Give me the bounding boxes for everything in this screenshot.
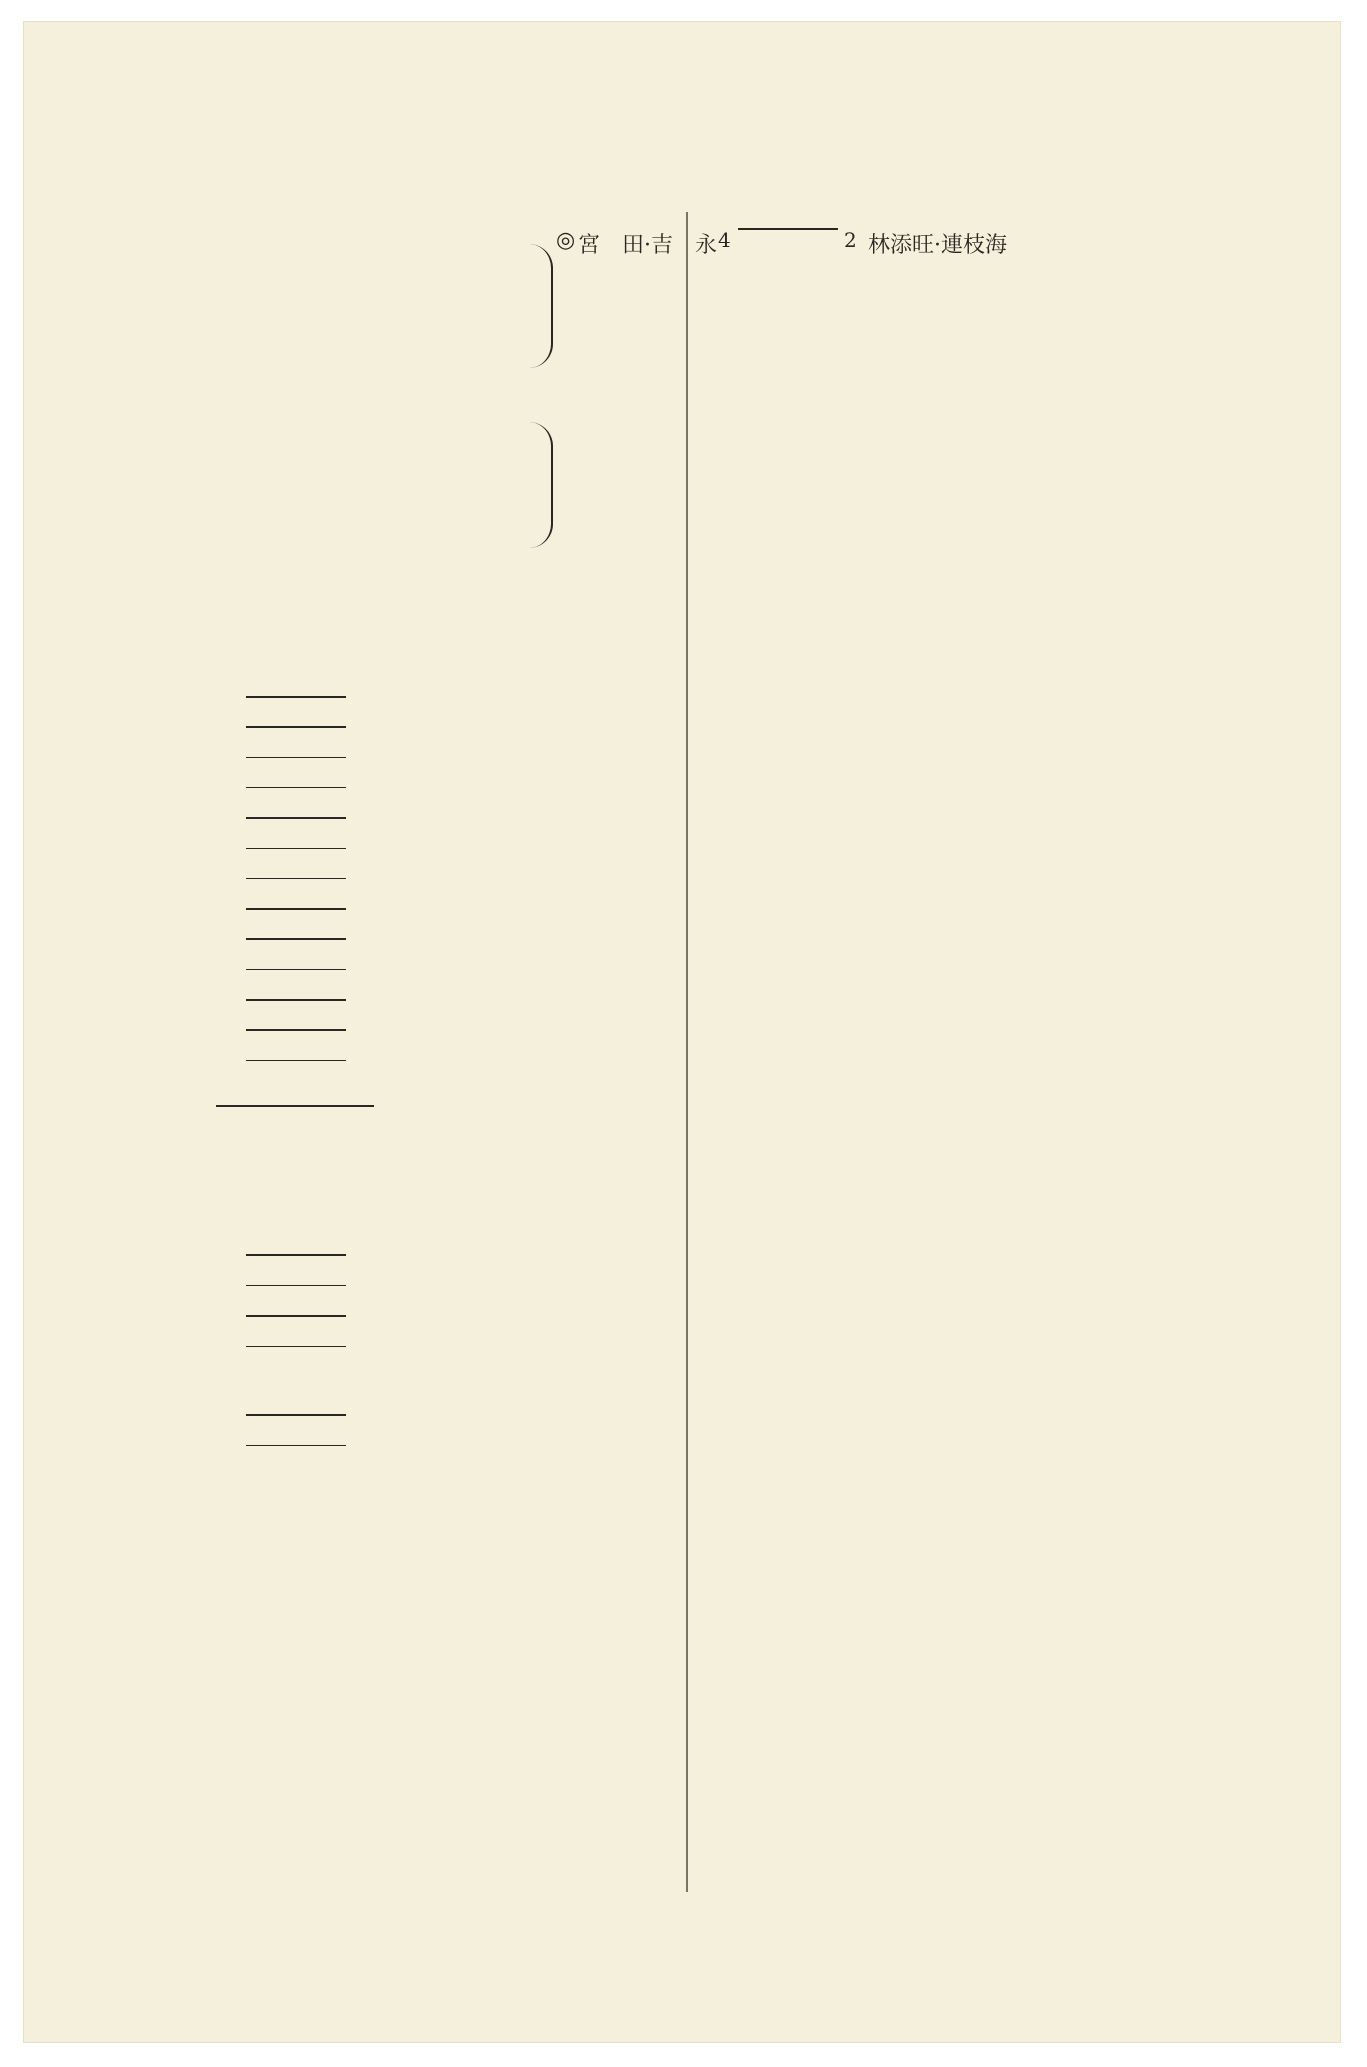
total-line — [216, 1105, 374, 1107]
score-line — [246, 1285, 346, 1287]
score-line — [246, 1346, 346, 1348]
score-line — [246, 878, 346, 880]
right-pair: 林添旺·連枝海 — [868, 233, 1007, 258]
score-line — [246, 757, 346, 759]
right-score: 2 — [844, 228, 857, 252]
score-line — [246, 908, 346, 910]
column-divider — [686, 212, 688, 1892]
match-row — [556, 228, 1016, 264]
left-pair: 宮 田·吉 永 — [578, 233, 717, 258]
score-line — [246, 1315, 346, 1317]
score-line — [246, 696, 346, 698]
score-line — [246, 817, 346, 819]
match-row — [84, 1346, 504, 1382]
left-score: 4 — [718, 228, 731, 252]
match-row — [84, 1445, 504, 1481]
document-page — [24, 22, 1340, 2042]
score-line — [246, 999, 346, 1001]
left-result-mark: ◎ — [556, 228, 576, 253]
score-line — [246, 848, 346, 850]
score-line — [246, 1029, 346, 1031]
match-row — [64, 1060, 524, 1096]
score-line — [246, 1414, 346, 1416]
score-line — [246, 938, 346, 940]
place-brace — [529, 244, 553, 368]
place-brace — [529, 422, 553, 548]
score-line — [246, 1445, 346, 1447]
score-line — [246, 969, 346, 971]
score-line — [246, 1060, 346, 1062]
score-line — [246, 787, 346, 789]
score-line — [738, 228, 838, 230]
score-line — [246, 1254, 346, 1256]
score-line — [246, 726, 346, 728]
